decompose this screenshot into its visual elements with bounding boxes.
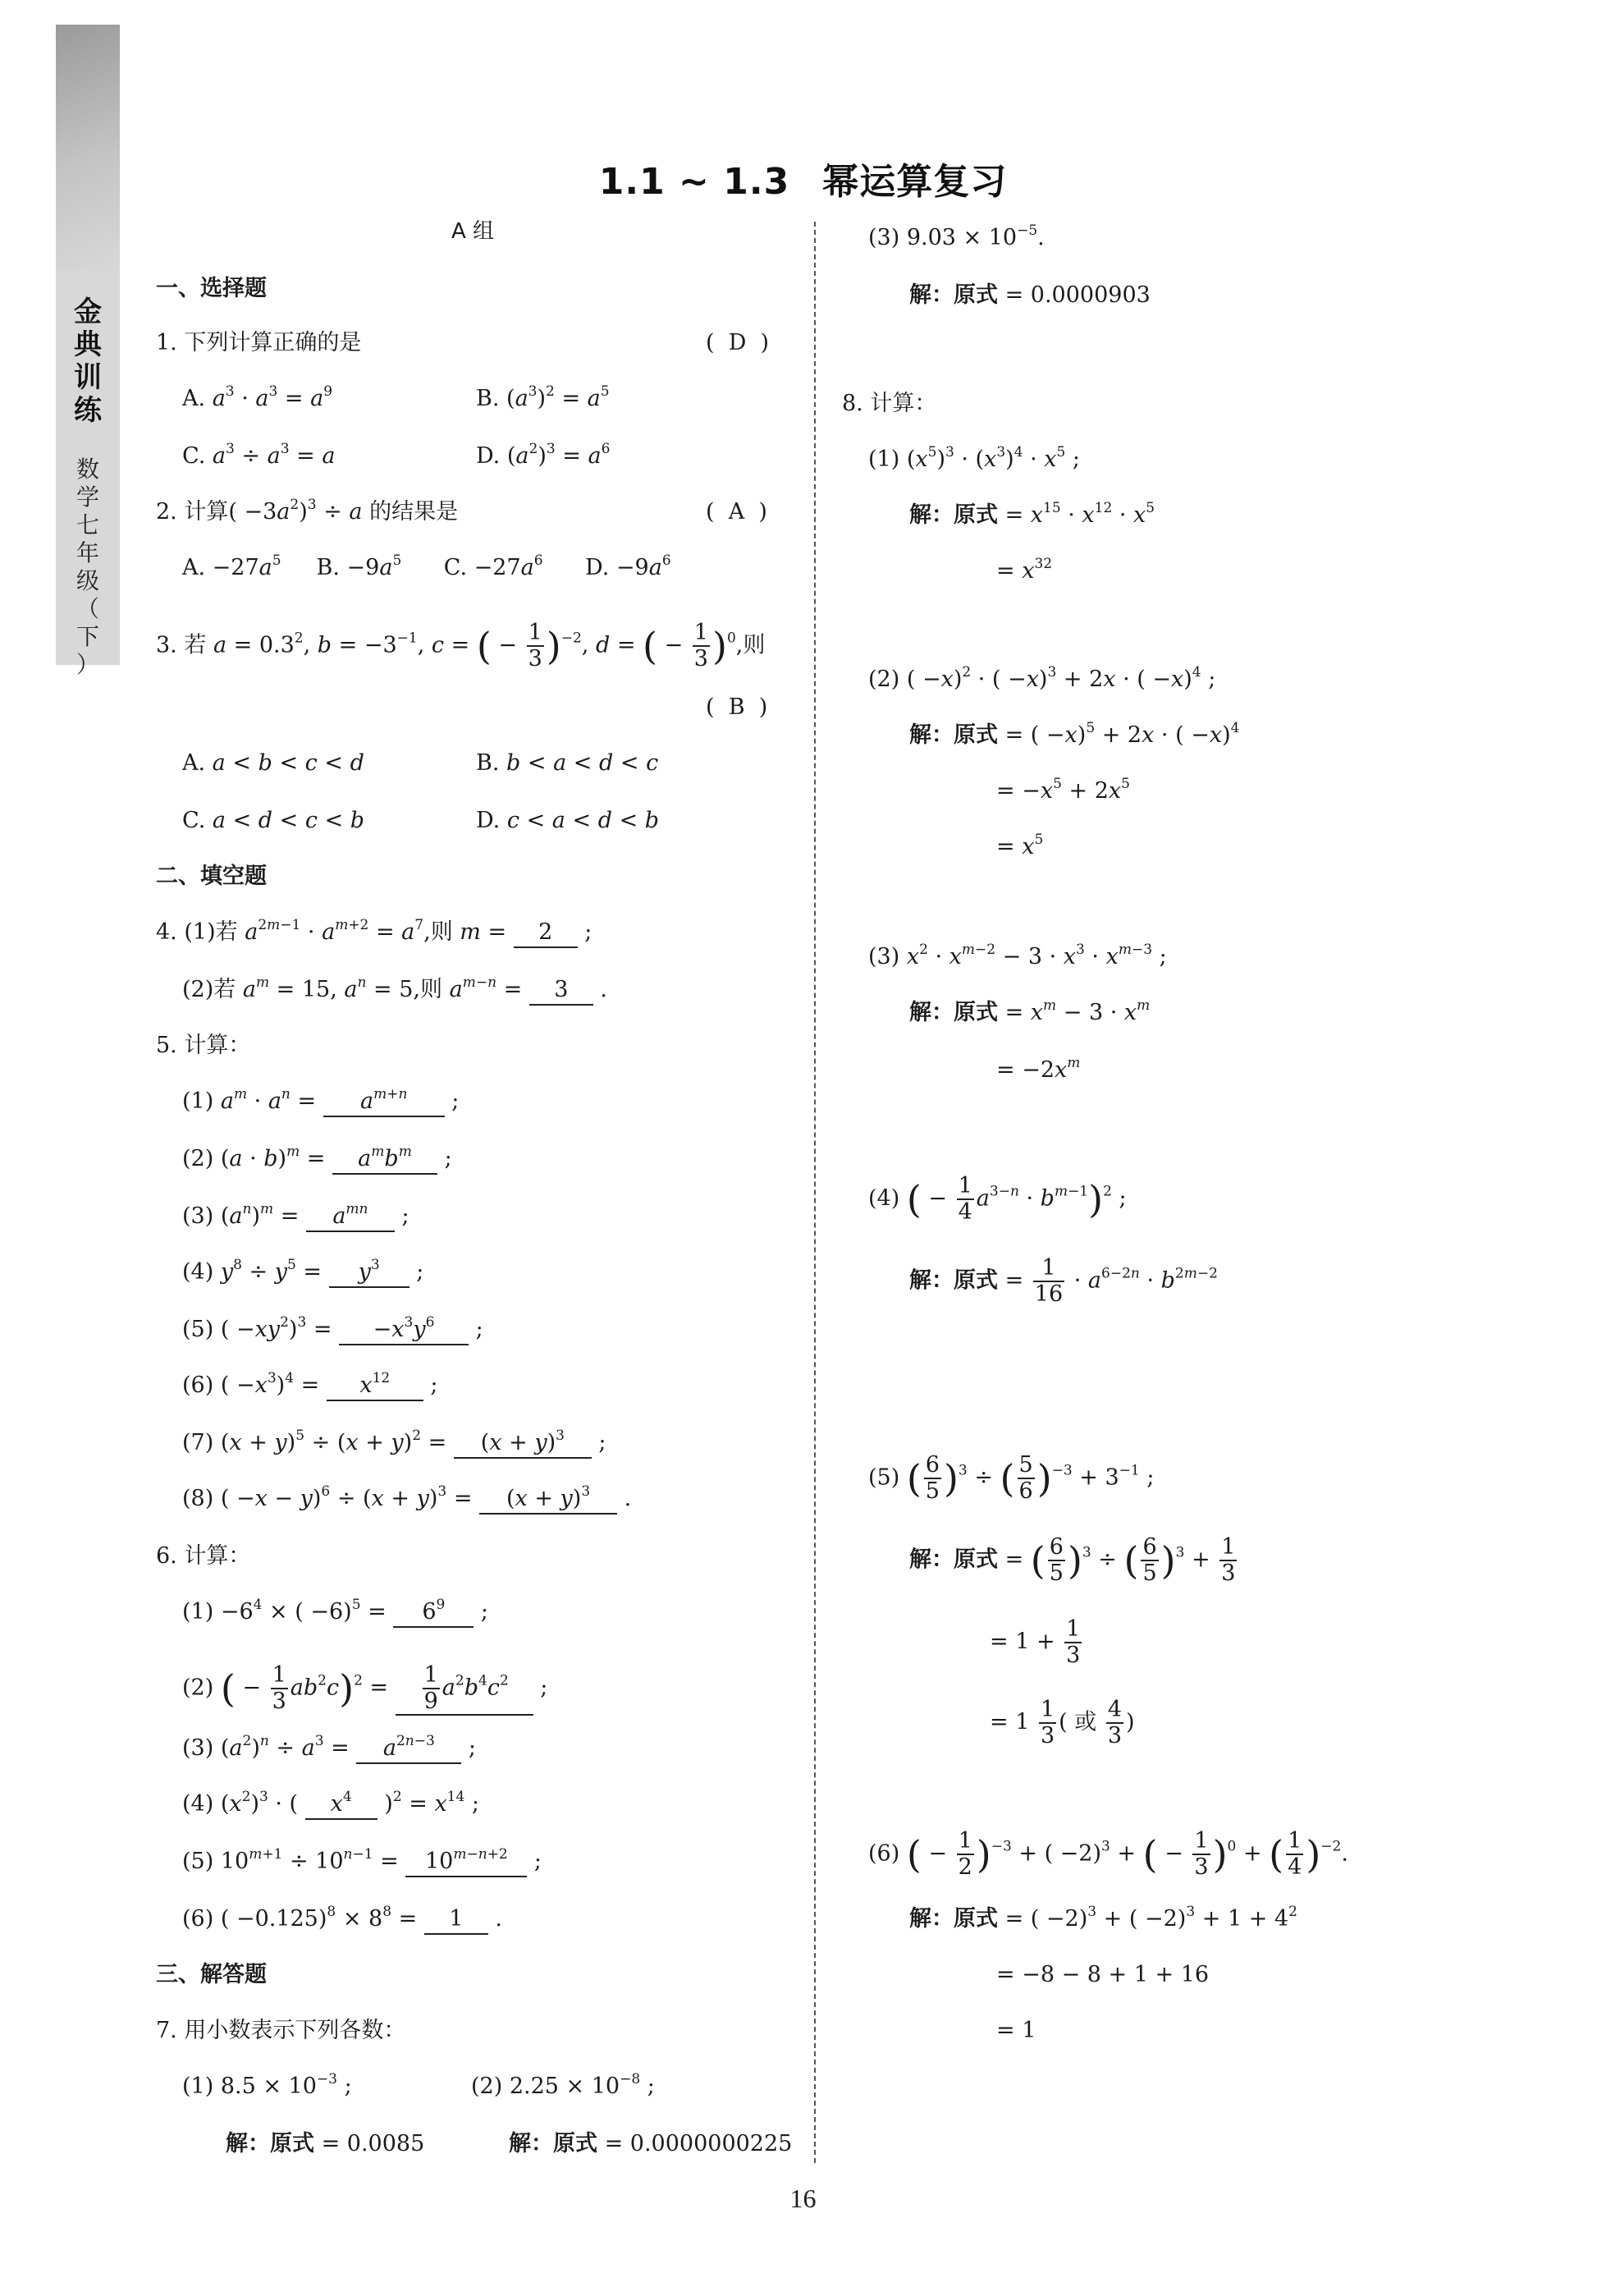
q2-answer-value: A bbox=[728, 499, 745, 525]
q5-label: 5. 计算： bbox=[156, 1033, 251, 1058]
fraction: $\frac{5}{6}$ bbox=[1018, 1452, 1033, 1504]
q8-label: 8. 计算： bbox=[842, 391, 937, 416]
section-solve: 三、解答题 bbox=[156, 1962, 267, 1987]
side-tab-subject bbox=[56, 456, 120, 679]
q8-part5: (5) ( $\frac{6}{5}$ )$^3$ ÷ ( $\frac{5}{6}$ )$^{-3} + 3^{-1}$ ; bbox=[868, 1452, 1155, 1504]
page-number: 16 bbox=[789, 2184, 817, 2213]
solution-label: 解：原式 bbox=[909, 282, 998, 308]
option-label: D. bbox=[476, 443, 501, 469]
brand-char: 金 bbox=[74, 296, 102, 328]
section-choice: 一、选择题 bbox=[156, 276, 267, 301]
q4-p1-prefix: (1)若 bbox=[184, 919, 238, 945]
q2-suffix: 的结果是 bbox=[369, 499, 459, 525]
fraction: $\frac{1}{3}$ bbox=[693, 620, 708, 671]
fraction: $\frac{1}{3}$ bbox=[272, 1662, 286, 1714]
q5-part7: (7) $(x + y)^5 \div (x + y)^2 = (x + y)^3$ ; bbox=[182, 1427, 606, 1460]
q3-option-a: A. a < b < c < d bbox=[182, 750, 364, 776]
fraction: $\frac{1}{9}$ bbox=[423, 1662, 438, 1714]
q8-p5-step2: = 1 + $\frac{1}{3}$ bbox=[990, 1616, 1081, 1668]
q5-part1: (1) $a^m \cdot a^n = a^{m+n}$ ; bbox=[182, 1085, 459, 1118]
q5-part8: (8) ( $-x - y)^6 \div (x + y)^3 = (x + y)^3$ . bbox=[182, 1483, 631, 1515]
q5-p1-answer: $a^{m+n}$ bbox=[323, 1088, 445, 1117]
solution-label: 解：原式 bbox=[909, 722, 998, 748]
option-label: C. bbox=[182, 443, 206, 469]
q3-stem: 3. 若 $a = 0.3^2$, $b = -3^{-1}$, c = ( − $\frac{1}{3}$ )$^{-2}$, d = ( − $\frac{1}{3}$ )$^0$,则 bbox=[156, 620, 766, 671]
q3-option-b: B. b < a < d < c bbox=[476, 750, 659, 776]
solution-label: 解：原式 bbox=[226, 2131, 314, 2156]
q8-p2-step3: = $x^5$ bbox=[996, 832, 1044, 859]
subject-char: 学 bbox=[75, 483, 99, 511]
q2-answer: ( A ) bbox=[706, 499, 767, 525]
q3-prefix: 3. 若 bbox=[156, 632, 207, 658]
q7-part2: (2) $2.25 \times 10^{-8}$ ; bbox=[471, 2071, 655, 2099]
q6-part3: (3) $(a^2)^n \div a^3 = a^{2n-3}$ ; bbox=[182, 1732, 476, 1765]
q5-p7-answer: $(x + y)^3$ bbox=[454, 1429, 592, 1459]
solution-label: 解：原式 bbox=[909, 502, 998, 528]
q8-p1-step1: 解：原式 = $x^{15} \cdot x^{12} \cdot x^5$ bbox=[909, 500, 1155, 528]
q6-part1: $(1) -6^4$ × ( $-6)^5 = 6^9$ ; bbox=[182, 1596, 488, 1629]
q6-p4-answer: $x^4$ bbox=[305, 1790, 377, 1820]
q8-p6-step2: = −8 − 8 + 1 + 16 bbox=[996, 1962, 1210, 1987]
q6-part4: (4) $(x^2)^3$ · ( $x^4$ )$^2 = x^{14}$ ; bbox=[182, 1788, 479, 1821]
q5-part4: (4) $y^8 \div y^5 = y^3$ ; bbox=[182, 1256, 423, 1289]
q5-p3-answer: $a^{mn}$ bbox=[306, 1203, 395, 1232]
q8-part6: (6) ( − $\frac{1}{2}$ )$^{-3}$ + ( −2)$^3$ + ( − $\frac{1}{3}$ )$^0$ + ( $\frac{1}{4}$ )$^{-2}$. bbox=[868, 1828, 1348, 1880]
q1-option-b: B. $(a^3)^2 = a^5$ bbox=[476, 383, 610, 411]
q3-option-c: C. a < d < c < b bbox=[182, 808, 365, 833]
solution-label: 解：原式 bbox=[909, 1000, 998, 1025]
q7-p2-answer: 0.0000000225 bbox=[629, 2131, 793, 2156]
q8-part3: (3) $x^2 \cdot x^{m-2} - 3 \cdot x^3 \cdot x^{m-3}$ ; bbox=[868, 942, 1167, 969]
fraction: $\frac{1}{4}$ bbox=[958, 1173, 972, 1225]
q8-p6-step1: 解：原式 = ( −2)$^3$ + ( $-2)^3 + 1 + 4^2$ bbox=[909, 1904, 1297, 1932]
q8-p1-step2: = $x^{32}$ bbox=[996, 556, 1053, 584]
q5-p6-answer: $x^{12}$ bbox=[327, 1372, 423, 1401]
q8-p5-step1: 解：原式 = ( $\frac{6}{5}$ )$^3$ ÷ ( $\frac{6}{5}$ )$^3$ + $\frac{1}{3}$ bbox=[909, 1534, 1236, 1586]
side-tab-shade bbox=[56, 25, 120, 271]
q4-label: 4. bbox=[156, 919, 177, 945]
fraction: $\frac{6}{5}$ bbox=[1142, 1534, 1157, 1586]
q7-p3-answer: 0.0000903 bbox=[1030, 282, 1151, 308]
q5-p4-answer: $y^3$ bbox=[329, 1258, 410, 1288]
fraction: $\frac{1}{3}$ bbox=[1066, 1616, 1081, 1668]
group-label: A 组 bbox=[451, 219, 495, 244]
q7-solution2: 解：原式 = 0.0000000225 bbox=[509, 2131, 793, 2156]
subject-char: ） bbox=[75, 651, 99, 678]
q3-suffix: ,则 bbox=[735, 632, 766, 658]
q8-p3-step1: 解：原式 = $x^m - 3 \cdot x^m$ bbox=[909, 997, 1151, 1025]
subject-char: 年 bbox=[75, 539, 99, 566]
q4-p1-answer: 2 bbox=[514, 919, 578, 948]
fraction: $\frac{1}{3}$ bbox=[1221, 1534, 1236, 1586]
q1-option-a: A. $a^3 \cdot a^3 = a^9$ bbox=[182, 383, 333, 411]
solution-label: 解：原式 bbox=[909, 1906, 998, 1932]
q5-part3: (3) $(a^n)^m = a^{mn}$ ; bbox=[182, 1200, 410, 1233]
q4-p1-mid: ,则 bbox=[423, 919, 453, 945]
q7-solution3: 解：原式 = 0.0000903 bbox=[909, 282, 1151, 308]
q8-part2: (2) ( −x)$^2$ · ( −x)$^3$ + 2x · ( −x)$^4$ ; bbox=[868, 664, 1216, 692]
column-divider bbox=[814, 222, 816, 2163]
q2-options: A. $-27a^5$ B. $-9a^5$ C. $-27a^6$ D. $-9a^6$ bbox=[182, 552, 671, 580]
subject-char: （ bbox=[75, 595, 99, 622]
q8-p2-step1: 解：原式 = ( −x)$^5$ + 2x · ( −x)$^4$ bbox=[909, 720, 1240, 748]
solution-label: 解：原式 bbox=[509, 2131, 597, 2156]
fraction: $\frac{1}{16}$ bbox=[1034, 1255, 1064, 1307]
q1-stem bbox=[156, 327, 361, 360]
fraction: $\frac{6}{5}$ bbox=[925, 1452, 940, 1504]
q7-label: 7. 用小数表示下列各数： bbox=[156, 2018, 406, 2043]
q1-stem-text: 1. 下列计算正确的是 bbox=[156, 330, 362, 355]
brand-char: 练 bbox=[74, 394, 102, 427]
q1-option-d: D. $(a^2)^3 = a^6$ bbox=[476, 441, 611, 469]
q7-part1: (1) $8.5 \times 10^{-3}$ ; bbox=[182, 2071, 352, 2099]
fraction: $\frac{1}{3}$ bbox=[528, 620, 542, 671]
title-number: 1.1 ~ 1.3 bbox=[598, 161, 790, 203]
fraction: $\frac{1}{3}$ bbox=[1040, 1697, 1055, 1748]
q5-part6: (6) ( $-x^3)^4 = x^{12}$ ; bbox=[182, 1369, 438, 1402]
q6-p2-answer: $\frac{1}{9}$ $a^2b^4c^2$ bbox=[396, 1663, 533, 1716]
q8-p6-step3: = 1 bbox=[996, 2018, 1036, 2043]
brand-char: 典 bbox=[74, 328, 102, 361]
fraction: $\frac{4}{3}$ bbox=[1107, 1697, 1123, 1748]
q5-p5-answer: $-x^3y^6$ bbox=[339, 1316, 469, 1345]
q4-part2: (2)若 $a^m = 15$, $a^n = 5$,则 $a^{m-n} = 3$ . bbox=[182, 974, 607, 1006]
subject-char: 数 bbox=[75, 456, 99, 483]
option-label: B. bbox=[476, 386, 500, 411]
q8-p5-step3: = 1 $\frac{1}{3}$ ( 或 $\frac{4}{3}$ ) bbox=[990, 1697, 1135, 1748]
subject-char: 七 bbox=[75, 511, 99, 538]
section-fill: 二、填空题 bbox=[156, 864, 267, 889]
q1-answer-value: D bbox=[728, 330, 747, 355]
page-title bbox=[0, 152, 1606, 204]
solution-label: 解：原式 bbox=[909, 1267, 998, 1294]
q3-answer: ( B ) bbox=[706, 694, 768, 720]
brand-char: 训 bbox=[74, 361, 102, 394]
q7-p1-answer: 0.0085 bbox=[346, 2131, 425, 2156]
q4-p2-answer: 3 bbox=[529, 976, 593, 1006]
q6-part5: (5) $10^{m+1} \div 10^{n-1} = 10^{m-n+2}$ ; bbox=[182, 1845, 542, 1878]
q6-p1-answer: $6^9$ bbox=[393, 1598, 474, 1628]
side-tab bbox=[56, 25, 120, 678]
q2-prefix: 2. 计算 bbox=[156, 499, 229, 525]
q1-option-c: C. $a^3 \div a^3 = a$ bbox=[182, 441, 336, 469]
q8-part4: (4) ( − $\frac{1}{4}$ $a^{3-n} \cdot b^{m-1})^2$ ; bbox=[868, 1173, 1127, 1225]
q1-answer: ( D ) bbox=[706, 330, 770, 355]
q5-part5: (5) ( $-xy^2)^3 = -x^3y^6$ ; bbox=[182, 1313, 483, 1346]
q8-p3-step2: = $-2x^m$ bbox=[996, 1055, 1081, 1083]
q3-answer-value: B bbox=[728, 694, 745, 720]
q8-p2-step2: = $-x^5 + 2x^5$ bbox=[996, 776, 1130, 804]
option-label: A. bbox=[182, 386, 206, 411]
q5-p2-answer: $a^mb^m$ bbox=[332, 1145, 437, 1175]
q7-solution1: 解：原式 = 0.0085 bbox=[226, 2131, 425, 2156]
fraction: $\frac{1}{2}$ bbox=[958, 1828, 972, 1880]
fraction: $\frac{1}{4}$ bbox=[1288, 1828, 1302, 1880]
q8-p4-step1: 解：原式 = $\frac{1}{16}$ · $a^{6-2n} \cdot b^{2m-2}$ bbox=[909, 1255, 1218, 1307]
q6-p6-answer: 1 bbox=[424, 1905, 488, 1935]
solution-label: 解：原式 bbox=[909, 1547, 998, 1573]
q2-stem: 2. 计算( $-3a^2)^3 \div a$ 的结果是 bbox=[156, 497, 459, 525]
subject-char: 下 bbox=[75, 623, 99, 650]
q4-p2-mid: ,则 bbox=[413, 977, 443, 1002]
side-tab-brand bbox=[56, 296, 120, 427]
q6-label: 6. 计算： bbox=[156, 1543, 251, 1569]
q4-part1: 4. (1)若 $a^{2m-1} \cdot a^{m+2} = a^7$,则 m = 2 ; bbox=[156, 916, 592, 949]
q5-part2: (2) $(a \cdot b)^m = a^mb^m$ ; bbox=[182, 1143, 452, 1175]
q6-p3-answer: $a^{2n-3}$ bbox=[356, 1735, 461, 1764]
q7-part3: (3) $9.03 \times 10^{-5}$. bbox=[868, 222, 1045, 250]
q3-option-d: D. c < a < d < b bbox=[476, 808, 660, 833]
fraction: $\frac{1}{3}$ bbox=[1194, 1828, 1209, 1880]
fraction: $\frac{6}{5}$ bbox=[1049, 1534, 1064, 1586]
q8-part1: (1) $(x^5)^3 \cdot (x^3)^4 \cdot x^5$ ; bbox=[868, 444, 1081, 472]
q6-part6: (6) ( $-0.125)^8 \times 8^8 = 1$ . bbox=[182, 1903, 502, 1936]
title-text: 幂运算复习 bbox=[822, 161, 1008, 203]
q5-p8-answer: $(x + y)^3$ bbox=[479, 1485, 617, 1515]
subject-char: 级 bbox=[75, 567, 99, 594]
q6-part2: (2) ( − $\frac{1}{3}$ $ab^2c)^2$ = $\frac{1}{9}$ $a^2b^4c^2$ ; bbox=[182, 1662, 548, 1714]
q6-p5-answer: $10^{m-n+2}$ bbox=[405, 1848, 527, 1877]
q4-p2-prefix: (2)若 bbox=[182, 977, 236, 1002]
